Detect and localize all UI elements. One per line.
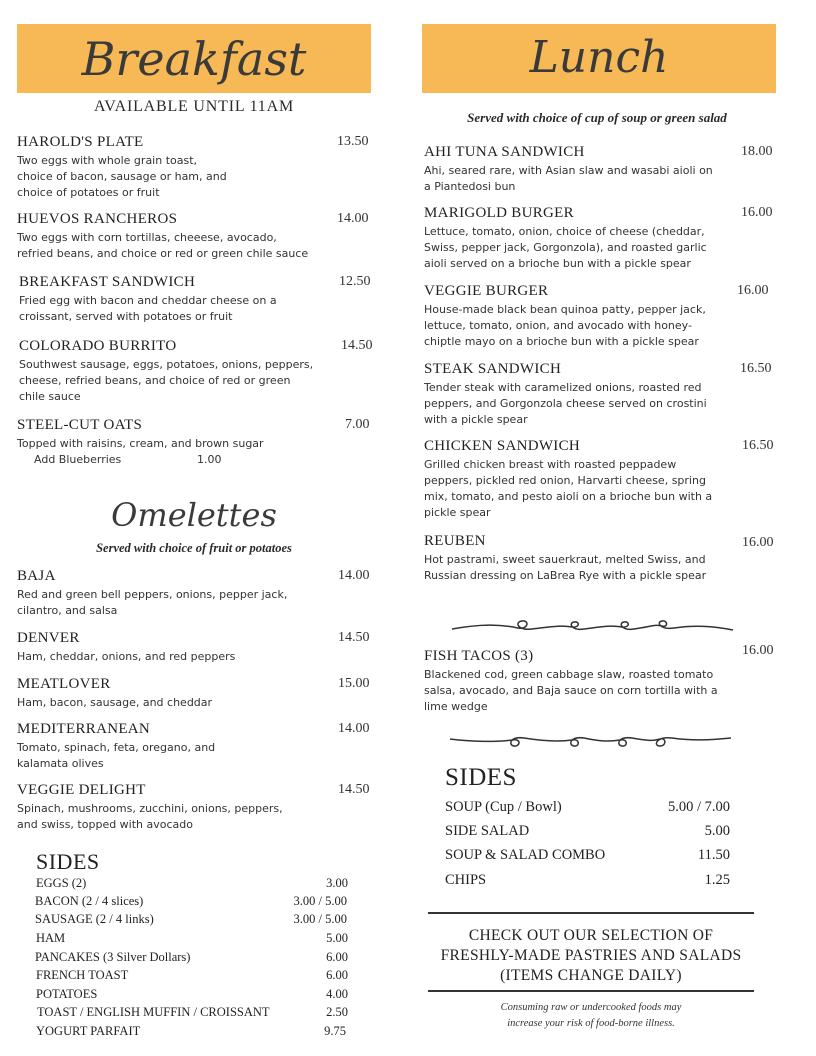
- menu-item: [424, 361, 784, 428]
- side-name: SOUP & SALAD COMBO: [445, 847, 606, 863]
- item-price: 14.50: [338, 782, 370, 797]
- item-name: CHICKEN SANDWICH: [424, 438, 581, 454]
- omelettes-subtitle: Served with choice of fruit or potatoes: [96, 541, 292, 555]
- divider-line: [428, 912, 754, 914]
- item-name: HAROLD'S PLATE: [17, 134, 144, 150]
- side-row: [445, 847, 730, 864]
- item-price: 16.50: [740, 361, 772, 376]
- omelettes-title: Omelettes: [111, 496, 277, 534]
- item-name: FISH TACOS (3): [424, 648, 534, 664]
- side-row: [35, 950, 348, 965]
- side-price: 5.00: [704, 823, 730, 839]
- side-name: PANCAKES (3 Silver Dollars): [35, 950, 191, 964]
- menu-item: [17, 782, 375, 833]
- item-name: BREAKFAST SANDWICH: [19, 274, 196, 290]
- item-description: Ahi, seared rare, with Asian slaw and wasabi aioli on a Piantedosi bun: [424, 164, 713, 193]
- item-name: REUBEN: [424, 533, 486, 549]
- promo-message: CHECK OUT OUR SELECTION OF FRESHLY-MADE PASTRIES AND SALADS (ITEMS CHANGE DAILY): [440, 927, 742, 984]
- menu-item: [17, 211, 375, 262]
- item-description: Tender steak with caramelized onions, roasted red peppers, and Gorgonzola cheese served on crostini with a pickle spear: [424, 381, 707, 426]
- side-row: [36, 1024, 346, 1039]
- item-name: HUEVOS RANCHEROS: [17, 211, 178, 227]
- side-row: [36, 876, 348, 891]
- side-price: 5.00: [326, 931, 348, 945]
- side-name: SOUP (Cup / Bowl): [445, 799, 562, 815]
- item-price: 14.00: [337, 211, 369, 226]
- side-name: SAUSAGE (2 / 4 links): [35, 912, 154, 926]
- item-price: 14.00: [338, 721, 370, 736]
- side-price: 11.50: [697, 847, 730, 863]
- item-name: AHI TUNA SANDWICH: [424, 144, 585, 160]
- item-name: COLORADO BURRITO: [19, 338, 177, 354]
- lunch-title: Lunch: [529, 32, 669, 83]
- addon-price: 1.00: [197, 453, 222, 466]
- item-description: Topped with raisins, cream, and brown sugar Add Blueberries 1.00: [17, 436, 375, 468]
- menu-item: [17, 568, 375, 619]
- side-row: [36, 968, 348, 983]
- item-name: VEGGIE BURGER: [424, 283, 549, 299]
- item-price: 15.00: [338, 676, 370, 691]
- side-price: 2.50: [326, 1005, 348, 1019]
- item-description: Two eggs with corn tortillas, cheeese, avocado, refried beans, and choice or red or green chile sauce: [17, 231, 309, 260]
- menu-item: [17, 134, 375, 201]
- menu-item: [19, 338, 377, 405]
- menu-item: [424, 533, 784, 584]
- side-price: 3.00 / 5.00: [293, 894, 347, 908]
- side-name: TOAST / ENGLISH MUFFIN / CROISSANT: [37, 1005, 270, 1019]
- menu-item: [424, 643, 784, 715]
- side-row: [37, 1005, 348, 1020]
- menu-item: [424, 438, 784, 521]
- item-price: 16.00: [742, 643, 774, 658]
- side-row: [445, 872, 730, 889]
- item-price: 13.50: [337, 134, 369, 149]
- breakfast-availability: AVAILABLE UNTIL 11AM: [94, 98, 294, 115]
- side-name: POTATOES: [36, 987, 98, 1001]
- side-row: [35, 894, 347, 909]
- addon-label: Add Blueberries: [34, 453, 122, 466]
- menu-item: [19, 274, 377, 325]
- item-price: 18.00: [741, 144, 773, 159]
- side-row: [36, 987, 348, 1002]
- item-description: Lettuce, tomato, onion, choice of cheese (cheddar, Swiss, pepper jack, Gorgonzola), and roasted garlic aioli served on a brioche bun with a pickle spear: [424, 225, 707, 270]
- item-price: 16.50: [742, 438, 774, 453]
- side-price: 6.00: [326, 950, 348, 964]
- item-description: Southwest sausage, eggs, potatoes, onions, peppers, cheese, refried beans, and choice of red or green chile sauce: [19, 358, 314, 403]
- lunch-subtitle: Served with choice of cup of soup or green salad: [467, 110, 727, 125]
- side-row: [35, 912, 347, 927]
- side-name: HAM: [36, 931, 66, 945]
- side-price: 3.00: [326, 876, 348, 890]
- item-price: 16.00: [741, 205, 773, 220]
- item-description: Fried egg with bacon and cheddar cheese on a croissant, served with potatoes or fruit: [19, 294, 277, 323]
- menu-item: [424, 283, 784, 350]
- item-price: 16.00: [742, 535, 774, 550]
- item-price: 16.00: [737, 283, 769, 298]
- addon-row: [17, 452, 375, 468]
- item-price: 14.00: [338, 568, 370, 583]
- item-description: Two eggs with whole grain toast, choice of bacon, sausage or ham, and choice of potatoes or fruit: [17, 154, 227, 199]
- item-description: Blackened cod, green cabbage slaw, roasted tomato salsa, avocado, and Baja sauce on corn tortilla with a lime wedge: [424, 668, 718, 713]
- divider-line: [428, 990, 754, 992]
- side-name: FRENCH TOAST: [36, 968, 129, 982]
- side-price: 1.25: [704, 872, 730, 888]
- item-name: BAJA: [17, 568, 56, 584]
- side-price: 5.00 / 7.00: [667, 799, 730, 815]
- menu-item: [17, 721, 375, 772]
- item-price: 7.00: [345, 417, 370, 432]
- item-price: 14.50: [338, 630, 370, 645]
- side-name: BACON (2 / 4 slices): [35, 894, 144, 908]
- item-name: VEGGIE DELIGHT: [17, 782, 146, 798]
- breakfast-sides-title: SIDES: [36, 849, 100, 874]
- swirl-divider-icon: [448, 730, 733, 752]
- item-description: Tomato, spinach, feta, oregano, and kalamata olives: [17, 741, 216, 770]
- side-row: [36, 931, 348, 946]
- swirl-divider-icon: [450, 616, 735, 638]
- item-price: 12.50: [339, 274, 371, 289]
- item-name: MARIGOLD BURGER: [424, 205, 574, 221]
- item-name: MEATLOVER: [17, 676, 111, 692]
- lunch-sides-title: SIDES: [445, 764, 517, 791]
- item-description: Red and green bell peppers, onions, pepper jack, cilantro, and salsa: [17, 588, 288, 617]
- side-row: [445, 799, 730, 816]
- item-name: STEAK SANDWICH: [424, 361, 562, 377]
- menu-item: [17, 630, 375, 665]
- item-description: Spinach, mushrooms, zucchini, onions, peppers, and swiss, topped with avocado: [17, 802, 283, 831]
- breakfast-title: Breakfast: [81, 32, 307, 86]
- side-name: EGGS (2): [36, 876, 87, 890]
- item-price: 14.50: [341, 338, 373, 353]
- item-description: Hot pastrami, sweet sauerkraut, melted Swiss, and Russian dressing on LaBrea Rye with a pickle spear: [424, 553, 707, 582]
- side-name: CHIPS: [445, 872, 487, 888]
- menu-item: [17, 417, 375, 468]
- side-name: SIDE SALAD: [445, 823, 530, 839]
- side-price: 6.00: [326, 968, 348, 982]
- item-name: MEDITERRANEAN: [17, 721, 151, 737]
- item-description: Grilled chicken breast with roasted peppadew peppers, pickled red onion, Harvarti cheese, spring mix, tomato, and pesto aioli on a brioche bun with a pickle spear: [424, 458, 713, 519]
- item-description: House-made black bean quinoa patty, pepper jack, lettuce, tomato, onion, and avocado with honey- chiptle mayo on a brioche bun with a pickle spear: [424, 303, 706, 348]
- side-price: 3.00 / 5.00: [293, 912, 347, 926]
- side-name: YOGURT PARFAIT: [36, 1024, 141, 1038]
- side-price: 4.00: [326, 987, 348, 1001]
- item-description: Ham, cheddar, onions, and red peppers: [17, 650, 236, 663]
- side-price: 9.75: [324, 1024, 346, 1038]
- item-name: STEEL-CUT OATS: [17, 417, 143, 433]
- item-name: DENVER: [17, 630, 80, 646]
- food-safety-notice: Consuming raw or undercooked foods may increase your risk of food-borne illness.: [500, 1002, 682, 1029]
- menu-item: [424, 205, 784, 272]
- menu-item: [424, 144, 784, 195]
- menu-item: [17, 676, 375, 711]
- item-description: Ham, bacon, sausage, and cheddar: [17, 696, 213, 709]
- side-row: [445, 823, 730, 840]
